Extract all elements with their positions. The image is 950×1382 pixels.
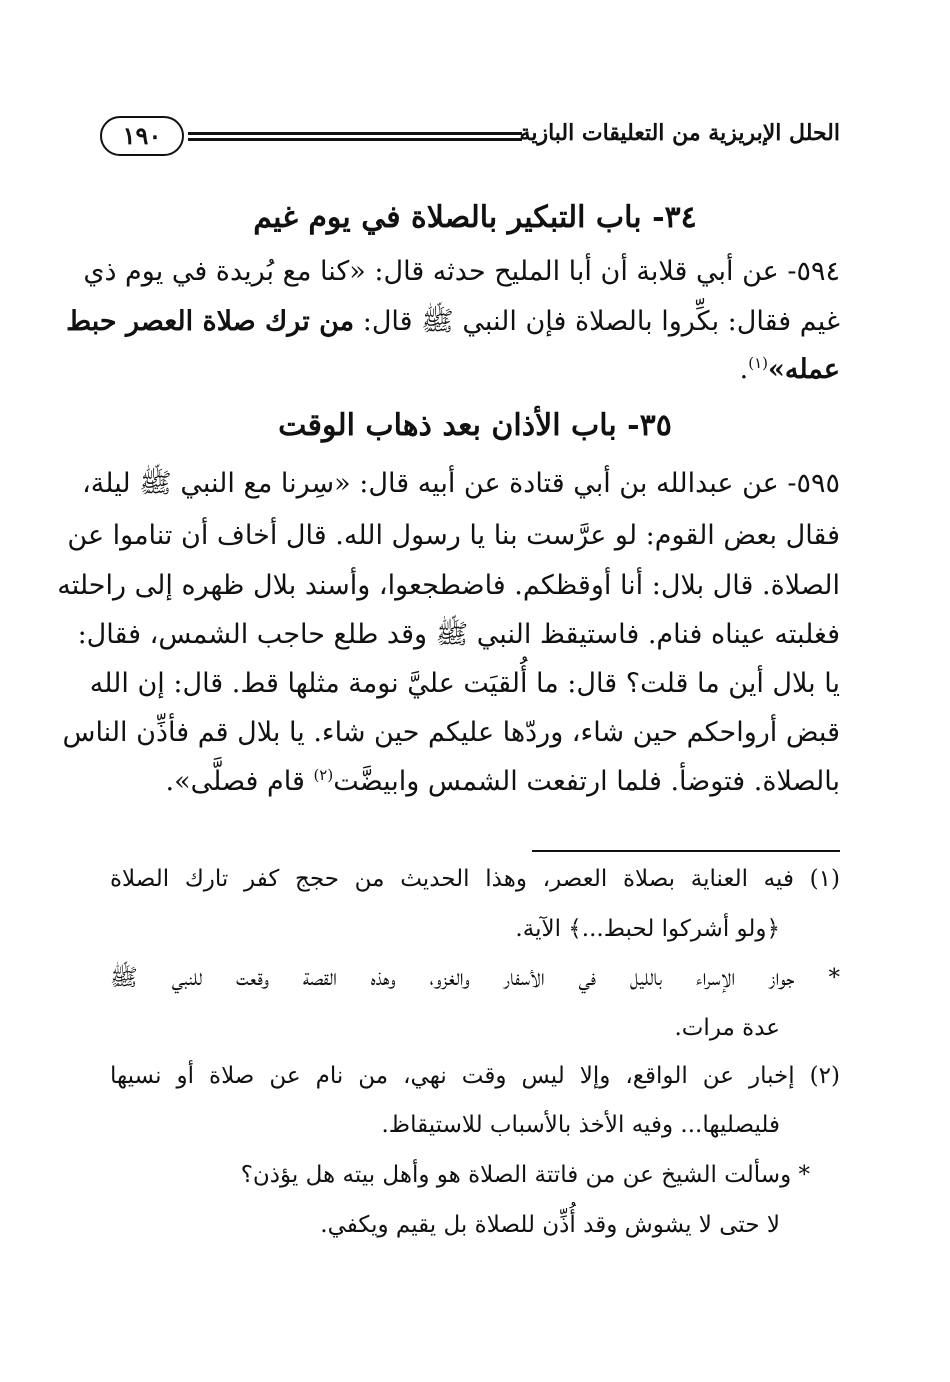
footnote-2-line-2: فليصليها... وفيه الأخذ بالأسباب للاستيقاظ. <box>381 1112 780 1138</box>
hadith-595-closing: قام فصلَّى». <box>165 766 314 797</box>
chapter-heading-34: ٣٤- باب التبكير بالصلاة في يوم غيم <box>253 200 697 235</box>
hadith-595-line-7 <box>110 766 840 798</box>
period: . <box>739 354 749 385</box>
hadith-594-line-3 <box>110 354 840 386</box>
running-header <box>100 116 840 158</box>
book-title: الحلل الإبريزية من التعليقات البازية <box>519 120 840 146</box>
footnote-1-note-line-1: * جواز الإسراء بالليل في الأسفار والغزو، وهذه القصة وقعت للنبي ﷺ <box>110 965 840 991</box>
hadith-594-line-1: ٥٩٤- عن أبي قلابة أن أبا المليح حدثه قال: «كنا مع بُريدة في يوم ذي <box>83 256 840 287</box>
hadith-594-text: غيم فقال: بكِّروا بالصلاة فإن النبي ﷺ قال: <box>354 306 840 337</box>
header-double-rule <box>188 132 522 141</box>
footnote-2-note-line-2: لا حتى لا يشوش وقد أُذِّن للصلاة بل يقيم ويكفي. <box>320 1212 780 1238</box>
footnote-2-line-1: (٢) إخبار عن الواقع، وإلا ليس وقت نهي، من نام عن صلاة أو نسيها <box>110 1063 840 1089</box>
footnote-1-line-1: (١) فيه العناية بصلاة العصر، وهذا الحديث من حجج كفر تارك الصلاة <box>110 866 840 892</box>
hadith-595-line-3: الصلاة. قال بلال: أنا أوقظكم. فاضطجعوا، وأسند بلال ظهره إلى راحلته <box>57 570 840 601</box>
footnote-2-note-line-1: * وسألت الشيخ عن من فاتتة الصلاة هو وأهل بيته هل يؤذن؟ <box>240 1162 810 1188</box>
footnote-ref-1: (١) <box>748 354 768 372</box>
hadith-595-line-5: يا بلال أين ما قلت؟ قال: ما أُلقيَت عليَّ نومة مثلها قط. قال: إن الله <box>89 668 840 699</box>
hadith-595-line-2: فقال بعض القوم: لو عرَّست بنا يا رسول الله. قال أخاف أن تناموا عن <box>67 520 840 551</box>
hadith-594-line-2 <box>66 306 840 338</box>
hadith-594-bold-end: عمله» <box>767 354 840 385</box>
hadith-594-bold-text: من ترك صلاة العصر حبط <box>66 306 355 337</box>
hadith-595-line-1: ٥٩٥- عن عبدالله بن أبي قتادة عن أبيه قال: «سِرنا مع النبي ﷺ ليلة، <box>82 468 840 499</box>
hadith-595-text-end: بالصلاة. فتوضأ. فلما ارتفعت الشمس وابيضَّت <box>333 766 840 797</box>
footnote-1-line-2: ﴿ولو أشركوا لحبط...﴾ الآية. <box>515 916 780 942</box>
footnote-separator <box>532 850 840 852</box>
footnote-1-note-line-2: عدة مرات. <box>674 1015 780 1041</box>
chapter-heading-35: ٣٥- باب الأذان بعد ذهاب الوقت <box>278 408 672 443</box>
hadith-595-line-4: فغلبته عيناه فنام. فاستيقظ النبي ﷺ وقد طلع حاجب الشمس، فقال: <box>77 619 840 650</box>
page-number: ١٩٠ <box>100 116 184 156</box>
hadith-595-line-6: قبض أرواحكم حين شاء، وردّها عليكم حين شاء. يا بلال قم فأذِّن الناس <box>62 717 840 748</box>
footnote-ref-2: (٢) <box>313 766 334 784</box>
